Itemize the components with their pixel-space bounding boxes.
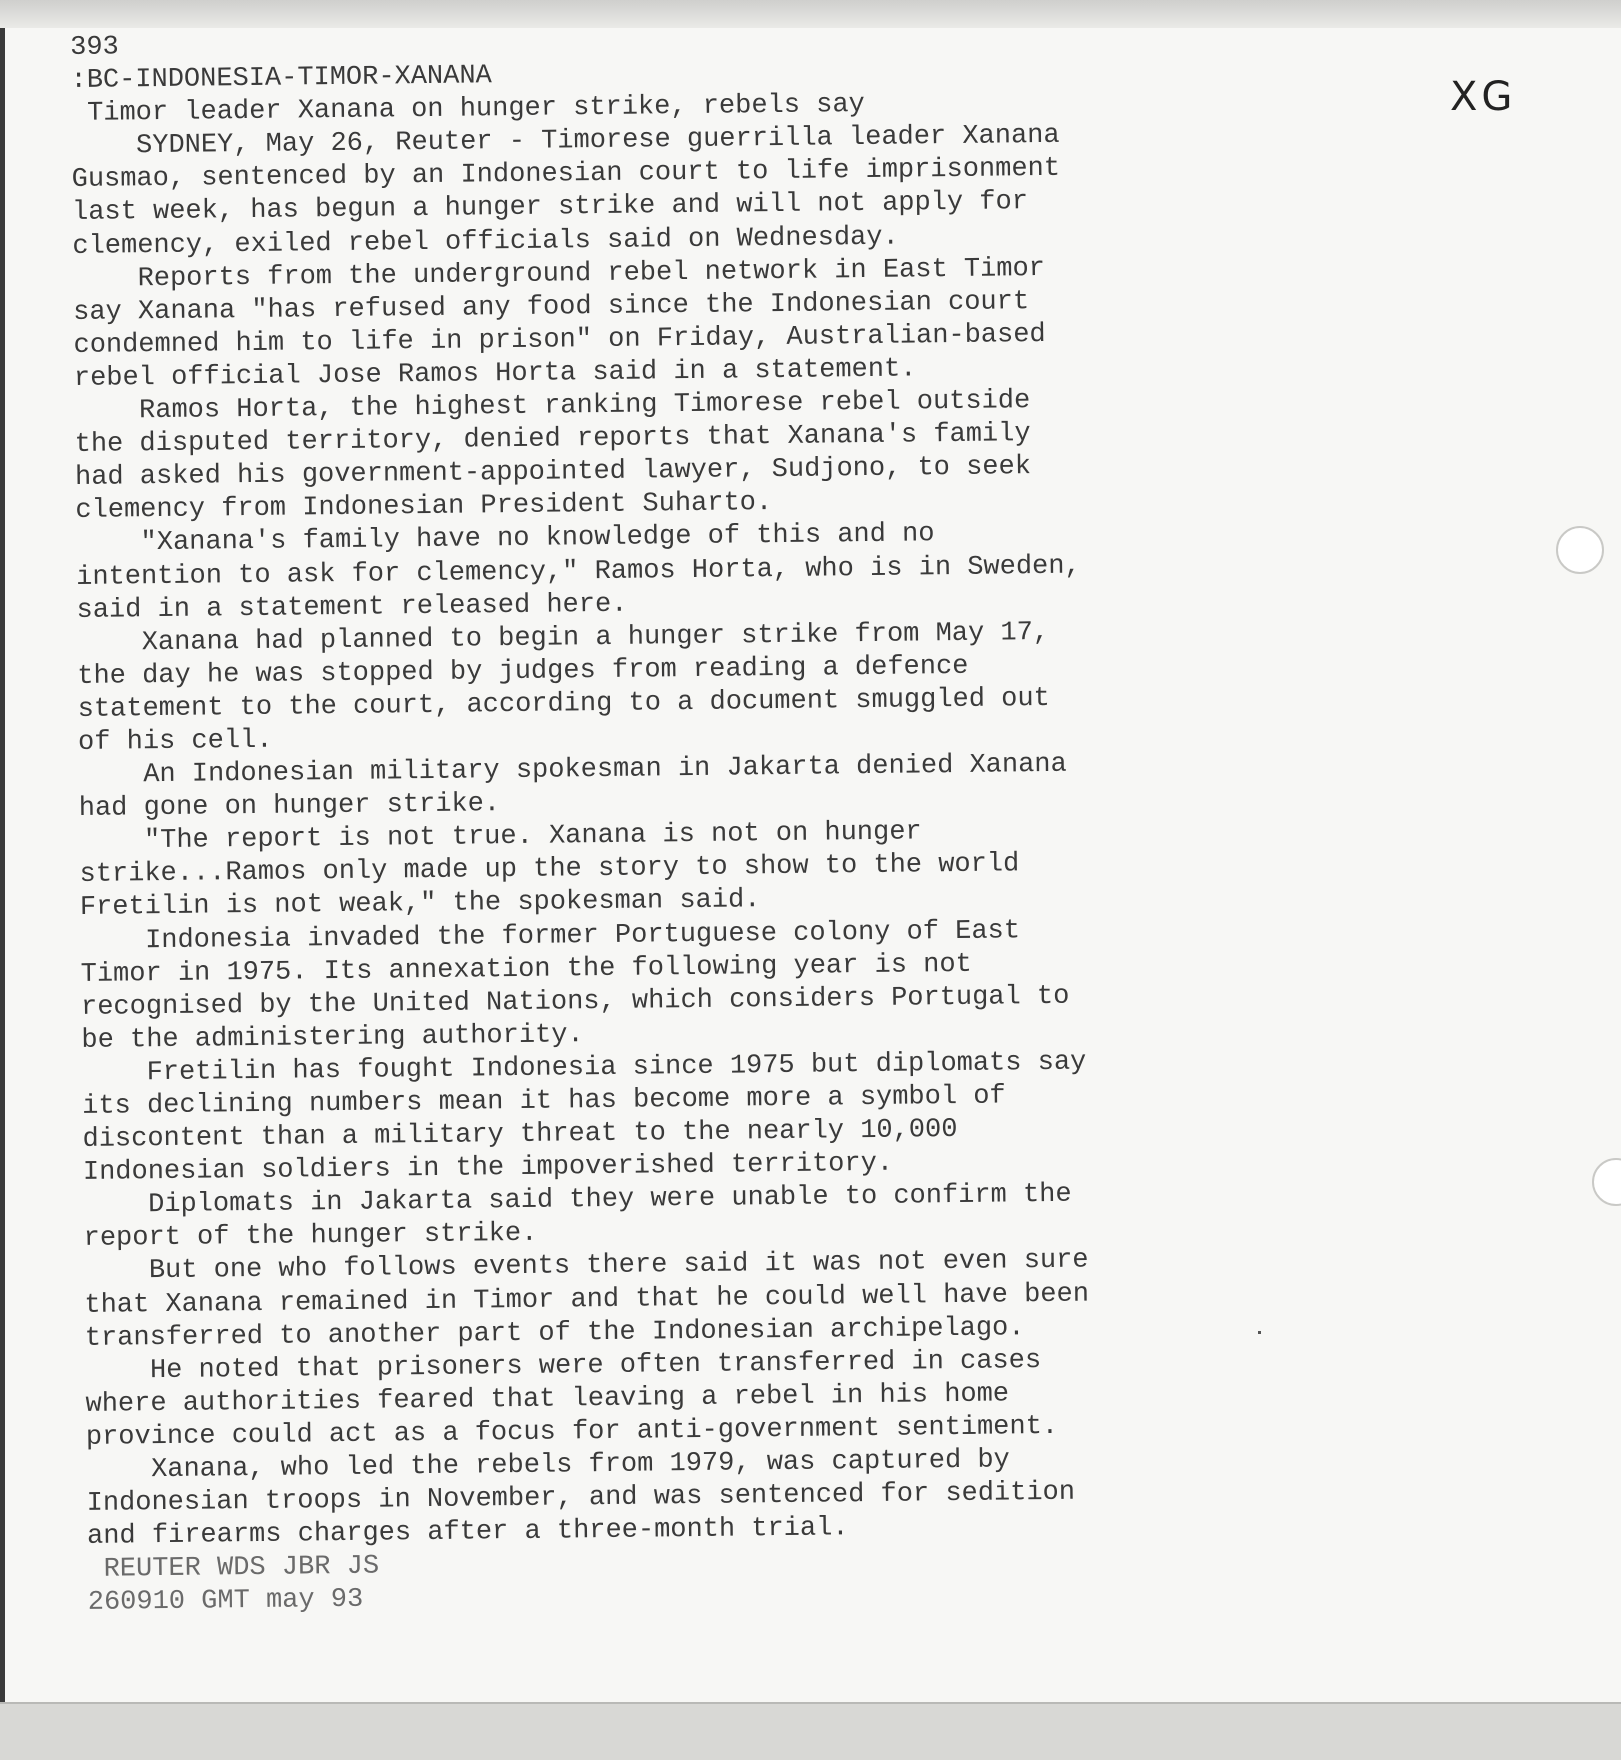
text-line: Fretilin is not weak," the spokesman said. bbox=[79, 885, 761, 924]
text-line: rebel official Jose Ramos Horta said in a statement. bbox=[73, 354, 917, 394]
text-line: province could act as a focus for anti-government sentiment. bbox=[85, 1411, 1059, 1453]
text-line: had gone on hunger strike. bbox=[78, 789, 501, 825]
text-line: statement to the court, according to a document smuggled out bbox=[77, 683, 1050, 725]
paper-left-edge bbox=[0, 28, 5, 1702]
text-line: Indonesian troops in November, and was sentenced for sedition bbox=[86, 1477, 1076, 1520]
text-line: transferred to another part of the Indonesian archipelago. bbox=[84, 1312, 1025, 1354]
text-line: said in a statement released here. bbox=[76, 589, 628, 626]
slug-line: :BC-INDONESIA-TIMOR-XANANA bbox=[70, 61, 492, 97]
text-line: its declining numbers mean it has become more a symbol of bbox=[82, 1081, 1006, 1122]
sign-off-line: REUTER WDS JBR JS bbox=[87, 1551, 380, 1586]
text-line: Indonesia invaded the former Portuguese colony of East bbox=[80, 915, 1021, 957]
text-line: where authorities feared that leaving a rebel in his home bbox=[85, 1379, 1010, 1420]
text-line: be the administering authority. bbox=[81, 1020, 584, 1056]
text-line: Diplomats in Jakarta said they were unable to confirm the bbox=[83, 1179, 1072, 1222]
text-line: and firearms charges after a three-month trial. bbox=[86, 1513, 849, 1553]
text-line: Timor in 1975. Its annexation the following year is not bbox=[80, 949, 972, 990]
text-line: Gusmao, sentenced by an Indonesian court to life imprisonment bbox=[71, 154, 1061, 196]
text-line: intention to ask for clemency," Ramos Horta, who is in Sweden, bbox=[76, 551, 1081, 593]
text-line: clemency from Indonesian President Suharto. bbox=[75, 488, 773, 527]
text-line: strike...Ramos only made up the story to show to the world bbox=[79, 849, 1020, 891]
headline: Timor leader Xanana on hunger strike, rebels say bbox=[70, 90, 865, 130]
text-line: condemned him to life in prison" on Friday, Australian-based bbox=[73, 319, 1046, 361]
wire-story-text bbox=[70, 19, 1268, 1621]
text-line: Fretilin has fought Indonesia since 1975 but diplomats say bbox=[81, 1047, 1087, 1089]
handwritten-initials: XG bbox=[1450, 74, 1517, 120]
text-line: "The report is not true. Xanana is not on hunger bbox=[79, 817, 922, 858]
text-line: He noted that prisoners were often transferred in cases bbox=[85, 1345, 1042, 1387]
text-line: Reports from the underground rebel network in East Timor bbox=[72, 253, 1046, 295]
text-line: Xanana, who led the rebels from 1979, was captured by bbox=[86, 1445, 1010, 1486]
text-line: "Xanana's family have no knowledge of this and no bbox=[75, 519, 935, 560]
timestamp-line: 260910 GMT may 93 bbox=[87, 1585, 364, 1619]
text-line: Xanana had planned to begin a hunger strike from May 17, bbox=[76, 617, 1050, 659]
text-line: had asked his government-appointed lawyer, Sudjono, to seek bbox=[74, 452, 1032, 494]
text-line: report of the hunger strike. bbox=[83, 1219, 538, 1255]
text-line: discontent than a military threat to the nearly 10,000 bbox=[82, 1115, 958, 1156]
text-line: of his cell. bbox=[77, 725, 273, 758]
text-line: An Indonesian military spokesman in Jakarta denied Xanana bbox=[78, 749, 1067, 792]
text-line: last week, has begun a hunger strike and will not apply for bbox=[71, 187, 1029, 229]
text-line: the day he was stopped by judges from reading a defence bbox=[77, 651, 969, 692]
punch-hole bbox=[1556, 526, 1604, 574]
text-line: But one who follows events there said it was not even sure bbox=[83, 1245, 1089, 1288]
text-line: that Xanana remained in Timor and that he could well have been bbox=[84, 1279, 1090, 1321]
text-line: Indonesian soldiers in the impoverished territory. bbox=[82, 1148, 894, 1189]
text-line: recognised by the United Nations, which considers Portugal to bbox=[80, 981, 1070, 1023]
text-line: say Xanana "has refused any food since the Indonesian court bbox=[73, 286, 1030, 328]
scanner-bottom-edge bbox=[0, 1704, 1621, 1760]
text-line: the disputed territory, denied reports that Xanana's family bbox=[74, 419, 1031, 461]
text-line: SYDNEY, May 26, Reuter - Timorese guerrilla leader Xanana bbox=[71, 121, 1060, 163]
page-number: 393 bbox=[70, 32, 119, 63]
text-line: Ramos Horta, the highest ranking Timorese rebel outside bbox=[74, 386, 1031, 428]
text-line: clemency, exiled rebel officials said on Wednesday. bbox=[72, 222, 899, 262]
